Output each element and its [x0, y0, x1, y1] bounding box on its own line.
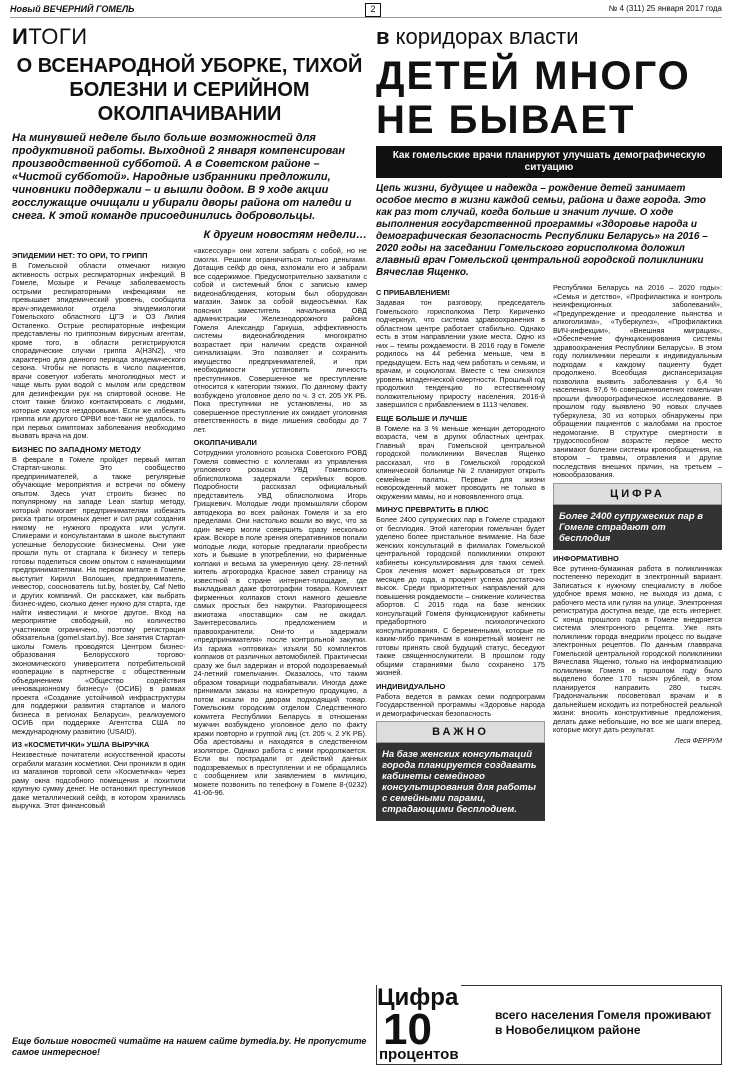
- issue-info: № 4 (311) 25 января 2017 года: [608, 4, 722, 13]
- headline-itogi: О ВСЕНАРОДНОЙ УБОРКЕ, ТИХОЙ БОЛЕЗНИ И СЕРИЙНОМ ОКОЛПАЧИВАНИИ: [16, 55, 363, 125]
- newspaper-brand: Новый ВЕЧЕРНИЙ ГОМЕЛЬ: [10, 4, 135, 14]
- section-title: БИЗНЕС ПО ЗАПАДНОМУ МЕТОДУ: [12, 444, 141, 454]
- article-koridory: [376, 24, 722, 1064]
- section-title: ИЗ «КОСМЕТИЧКИ» УШЛА ВЫРУЧКА: [12, 740, 150, 749]
- tsifra-label: Цифра: [377, 984, 461, 1012]
- footer-promo: Еще больше новостей читайте на нашем сайте bymedia.by. Не пропустите самое интересное!: [12, 1036, 367, 1057]
- tsifra-box: [376, 985, 722, 1065]
- section-text: В Гомеле на 3 % меньше женщин детородного возраста, чем в других областных центрах. Главный врач Гомельской центральной городской поликлиники Вячеслав Ященко рассказал, что в Гомельской городской клинической больнице № 2 планируют открыть семейные палаты. Первые для жизни новорожденный может проводить не только в окружении мамы, но и новоявленного отца.: [376, 423, 545, 501]
- lead-koridory: Цепь жизни, будущее и надежда – рождение детей занимает особое место в жизни каждой семьи, района и даже города. Это как раз тот случай, когда больше и значит лучше. О ходе выполнения государственной программы «Здоровье народа и демографическая безопасность Республики Беларусь» на 2016 – 2020 годы на заседании Гомельского горисполкома доложил главный врач Гомельской центральной городской поликлиники Вячеслав Ященко.: [376, 183, 708, 278]
- section-text: В Гомельской области отмечают низкую активность острых респираторных инфекций. В Гомеле, Мозыре и Речице заболеваемость острыми респираторными инфекциями не превышает эпидемический уровень, сообщила врач-эпидемиолог отдела эпидемиологии Гомельского областного ЦГЭ и ОЗ Лилия Остапенко. Острые респираторные инфекции представлены по гриппозным вирусным агентам, кроме того, в области регистрируются спорадические случаи гриппа A(H3N2), что характерно для данного периода эпидемического сезона. Чтобы не попасть в число пациентов, врачи советуют избегать многолюдных мест и чаще мыть руки водой с мылом или средством для дезинфекции рук на спиртовой основе. Не стоит также близко контактировать с людьми, которые кажутся нездоровыми. Если же избежать гриппа или другого ОРВИ все-таки не удалось, то при первых симптомах заболевания необходимо вызвать врача на дом.: [12, 261, 186, 440]
- article-itogi: [12, 24, 367, 1034]
- koridory-columns: [376, 284, 722, 821]
- section-title: ИНФОРМАТИВНО: [553, 553, 619, 563]
- rubric-itogi: ИТОГИ: [12, 24, 88, 49]
- section-title: ОКОЛПАЧИВАЛИ: [193, 438, 257, 447]
- page-number: 2: [365, 3, 381, 17]
- tsifra-unit: процентов: [379, 1046, 459, 1063]
- section-title: С ПРИБАВЛЕНИЕМ!: [376, 288, 450, 297]
- section-text: Задавая тон разговору, председатель Гомельского горисполкома Петр Кириченко подчеркнул, что система здравоохранения в областном центре работает стабильно. Однако есть в этом направлении узкие места. Одно из них – темпы рождаемости. В 2016 году в Гомеле родилось на 44 ребенка меньше, чем в предыдущем. Есть над чем работать и семьям, и врачам, и социологам. Вместе с тем снизился уровень младенческой смертности. Прошлый год продолжил тенденцию по естественному положительному приросту населения. 2016-й завершился с прибавлением в 1113 человек.: [376, 298, 545, 409]
- section-title: ЕЩЕ БОЛЬШЕ И ЛУЧШЕ: [376, 413, 468, 423]
- section-text: Республики Беларусь на 2016 – 2020 годы»: «Семья и детство», «Профилактика и контроль неинфекционных заболеваний», «Предупреждение и преодоление пьянства и алкоголизма», «Туберкулез», «Профилактика ВИЧ-инфекции», «Внешняя миграция», «Обеспечение функционирования системы здравоохранения Республики Беларусь». В этом году поликлиники перешли к индивидуальным подходам к каждому пациенту будет продолжено. Всеобщая диспансеризация позволила выявить заболевания у 6,4 % населения. 97,6 % совершеннолетних гомельчан прошли флюорографическое исследование. В прошлом году выявлено 90 новых случаев туберкулеза, 30 из которых обнаружены при обращении пациентов с жалобами на простое недомогание. В структуре смертности в трудоспособном возрасте первое место занимают болезни системы кровообращения, на втором – травмы, отравления и другие последствия внешних причин, на третьем – новообразования.: [553, 283, 722, 479]
- box-vazhno-text: На базе женских консультаций города планируется создавать кабинеты семейного консультирования для работы с семейными парами, страдающими бесплодием.: [376, 743, 545, 821]
- itogi-col-1: [12, 247, 186, 814]
- headline-koridory: ДЕТЕЙ МНОГО НЕ БЫВАЕТ: [376, 54, 691, 142]
- rubric-koridory: в коридорах власти: [376, 24, 579, 49]
- tsifra-number: 10: [383, 1005, 432, 1054]
- section-title: МИНУС ПРЕВРАТИТЬ В ПЛЮС: [376, 505, 489, 514]
- masthead: [10, 4, 722, 18]
- koridory-col-1: [376, 284, 545, 821]
- section-title: ИНДИВИДУАЛЬНО: [376, 681, 446, 691]
- deck-koridory: Как гомельские врачи планируют улучшать демографическую ситуацию: [376, 146, 722, 178]
- section-text: Все рутинно-бумажная работа в поликлиниках постепенно переходит в электронный вариант. Записаться к нужному специалисту в любое удобное время можно, не выходя из дома, с рабочего места или гуляя на улице. Электронная регистратура доступна везде, где есть интернет. С конца прошлого года в Гомеле внедряется система электронного рецепта. Уже пять поликлиник города внедрили процесс по выдаче электронных рецептов. По данным главврача Гомельской центральной городской поликлиники Вячеслава Ященко, только на информатизацию поликлиник Гомеля в прошлом году было выделено более 170 тысяч рублей, в этом планируется направить 280 тысяч. Градоначальник посоветовал врачам и в дальнейшем исходить из потребностей реальной жизни: вносить конструктивные предложения, делать даже небольшие, но все же шаги вперед, которые могут дать результат.: [553, 563, 722, 734]
- section-text: Работа ведется в рамках семи подпрограмм Государственной программы «Здоровье народа и демографическая безопасность: [376, 691, 545, 718]
- tsifra-text: всего населения Гомеля проживают в Новобелицком районе: [495, 1008, 712, 1037]
- box-cifra-text: Более 2400 супружеских пар в Гомеле страдают от бесплодия: [553, 505, 722, 550]
- section-text: Сотрудники уголовного розыска Советского РОВД Гомеля совместно с коллегами из управления уголовного розыска УВД Гомельского облисполкома задержали серийных воров. Подробности рассказал официальный представитель УВД облисполкома Игорь Грищкевич. Молодые люди промышляли сбором автодекора во всех районах Гомеля и за его пределами. Они настолько вошли во вкус, что за один вечер могли совершить сразу несколько краж. Вскоре в поле зрения оперативников попали молодые люди, которые предлагали приобрести хоть и бывшие в употреблении, но фирменные колпаки и весьма за умеренную цену. 28-летний житель агрогородка Красное завел страницу на известной в стране интернет-площадке, где выкладывал даже фотографии товара. Комплект фирменных колпаков стоил намного дешевле самых простых без накрутки. Разгорающееся ажиотажа «поставщик» сам не ожидал. Заинтересовались предложением и правоохранители. Они-то и задержали «предпринимателя» после контрольной закупки. Из гаража «оптовика» изъяли 50 комплектов колпаков от различных автомобилей. Практически сразу же был задержан и второй подозреваемый 24-летний гомельчанин. Оказалось, что таким образом товарищи подрабатывали. Иногда даже принимали заказы на конкретную продукцию, а потом искали по дворам подходящий товар. Гомельским городским отделом Следственного комитета Республики Беларусь в отношении мужчин возбуждено уголовное дело по факту кражи повторно и группой лиц (ст. 205 ч. 2 УК РБ). Оба арестованы и находятся в следственном изоляторе. Однако работа с ними продолжается. Если вы пострадали от действий данных подозреваемых в преступлении и не обращались с сообщением или заявлением в милицию, можете позвонить по телефону в Гомеле 8-(0232) 41-06-96.: [193, 448, 367, 797]
- lead-sign: К другим новостям недели…: [203, 229, 367, 241]
- koridory-col-2: [553, 284, 722, 821]
- section-text: Неизвестные почитатели искусственной красоты ограбили магазин косметики. Они проникли в один из магазинов торговой сети «Косметичка» через раму окна подсобного помещения и похитили крупную сумму денег. Не остановил преступников даже металлический сейф, в котором хранилась выручка. Этот финансовый: [12, 750, 186, 810]
- box-cifra-title: ЦИФРА: [553, 483, 722, 505]
- itogi-col-2: [194, 247, 368, 814]
- section-text: Более 2400 супружеских пар в Гомеле страдают от бесплодия. Этой категории гомельчан будет уделено более пристальное внимание. На базе женских консультаций в филиалах Гомельской центральной городской поликлиники откроют кабинеты консультирования для таких семей. Срок лечения может варьироваться от трех месяцев до года, а процент успеха достаточно высок. Среди приоритетных направлений для повышения рождаемости – снижение количества абортов. С 2015 года на базе женских консультаций Гомеля функционируют кабинеты предабортного психологического консультирования. С беременными, которые по каким-либо причинам в конкретный момент не готовы принять свой будущий статус, беседуют также священнослужители. В прошлом году общими стараниями было сохранено 175 жизней.: [376, 515, 545, 677]
- byline: Леся ФЕРРУМ: [674, 737, 722, 745]
- section-title: ЭПИДЕМИИ НЕТ: ТО ОРИ, ТО ГРИПП: [12, 251, 148, 260]
- section-text: В феврале в Гомеле пройдет первый митап Стартап-школы. Это сообщество предпринимателей, а также регулярные обучающие мероприятия и встречи по обмену опытом. Здесь учат строить бизнес по популярному на западе Lean startup методу, который помогает предпринимателям избежать риска траты огромных денег и сил ради создания никому не нужного продукта или услуги. Спикерами и консультантами в школе выступают успешные белорусские бизнесмены. Они уже прошли путь от стартапа к бизнесу и теперь готовы поделиться своим опытом с начинающими предпринимателями. На первом митапе в Гомеле выступит Кирилл Волошин, предприниматель, инвестор, сооснователь tut.by, hoster.by, Caf Netto и других компаний. Он расскажет, как выбрать бизнес-идею, сколько денег нужно для старта, где найти инвестиции и многое другое. Вход на мероприятие свободный, но количество участников ограничено, поэтому регистрация обязательна (gomel.start.by). Все занятия Стартап-школы Гомель проводятся Центром бизнес-образования Белорусского торгово-экономического университета потребительской кооперации в партнерстве с общественным объединением «Общество содействия инновационному бизнесу» (ОСИБ) в рамках проекта «Создание устойчивой инфраструктуры для поддержки развития стартапов и малого бизнеса в регионах Беларуси», реализуемого ОСИБ при поддержке Агентства США по международному развитию (USAID).: [12, 454, 186, 736]
- itogi-columns: [12, 247, 367, 814]
- section-text: «аксессуар» они хотели забрать с собой, но не смогли. Решили ограничиться только деньгами. Дотащив сейф до окна, взломали его и забрали все содержимое. Предусмотрительно захватили с собой и системный блок с записью камер видеонаблюдения, которым был оборудован магазин. Замок за собой видеосъёмки. Как пояснил заместитель начальника ОВД администрации Железнодорожного района Гомеля Александр Гаркуша, эффективность системы видеонаблюдения многократно возрастает при наличии средств охранной сигнализации. Это позволяет и сохранить имущество предпринимателей, и при необходимости установить личность преступников. Совершенное же преступление относится к категории тяжких. По данному факту возбуждено уголовное дело по ч. 3 ст. 205 УК РБ. Пока преступники не установлены, но за совершенное преступление их ожидает уголовная ответственность в виде лишения свободы до 7 лет.: [193, 246, 367, 434]
- lead-itogi: На минувшей неделе было больше возможностей для продуктивной работы. Выходной 2 января компенсирован производственной субботой. А в Советском районе – «Чистой субботой». Народные избранники предложили, чиновники поддержали – и вышли додом. В 9 ходе акции госслужащие очищали и убирали дворы района от наледи и снега. К этой команде присоединились добровольцы.: [12, 132, 352, 222]
- box-vazhno-title: ВАЖНО: [376, 721, 545, 743]
